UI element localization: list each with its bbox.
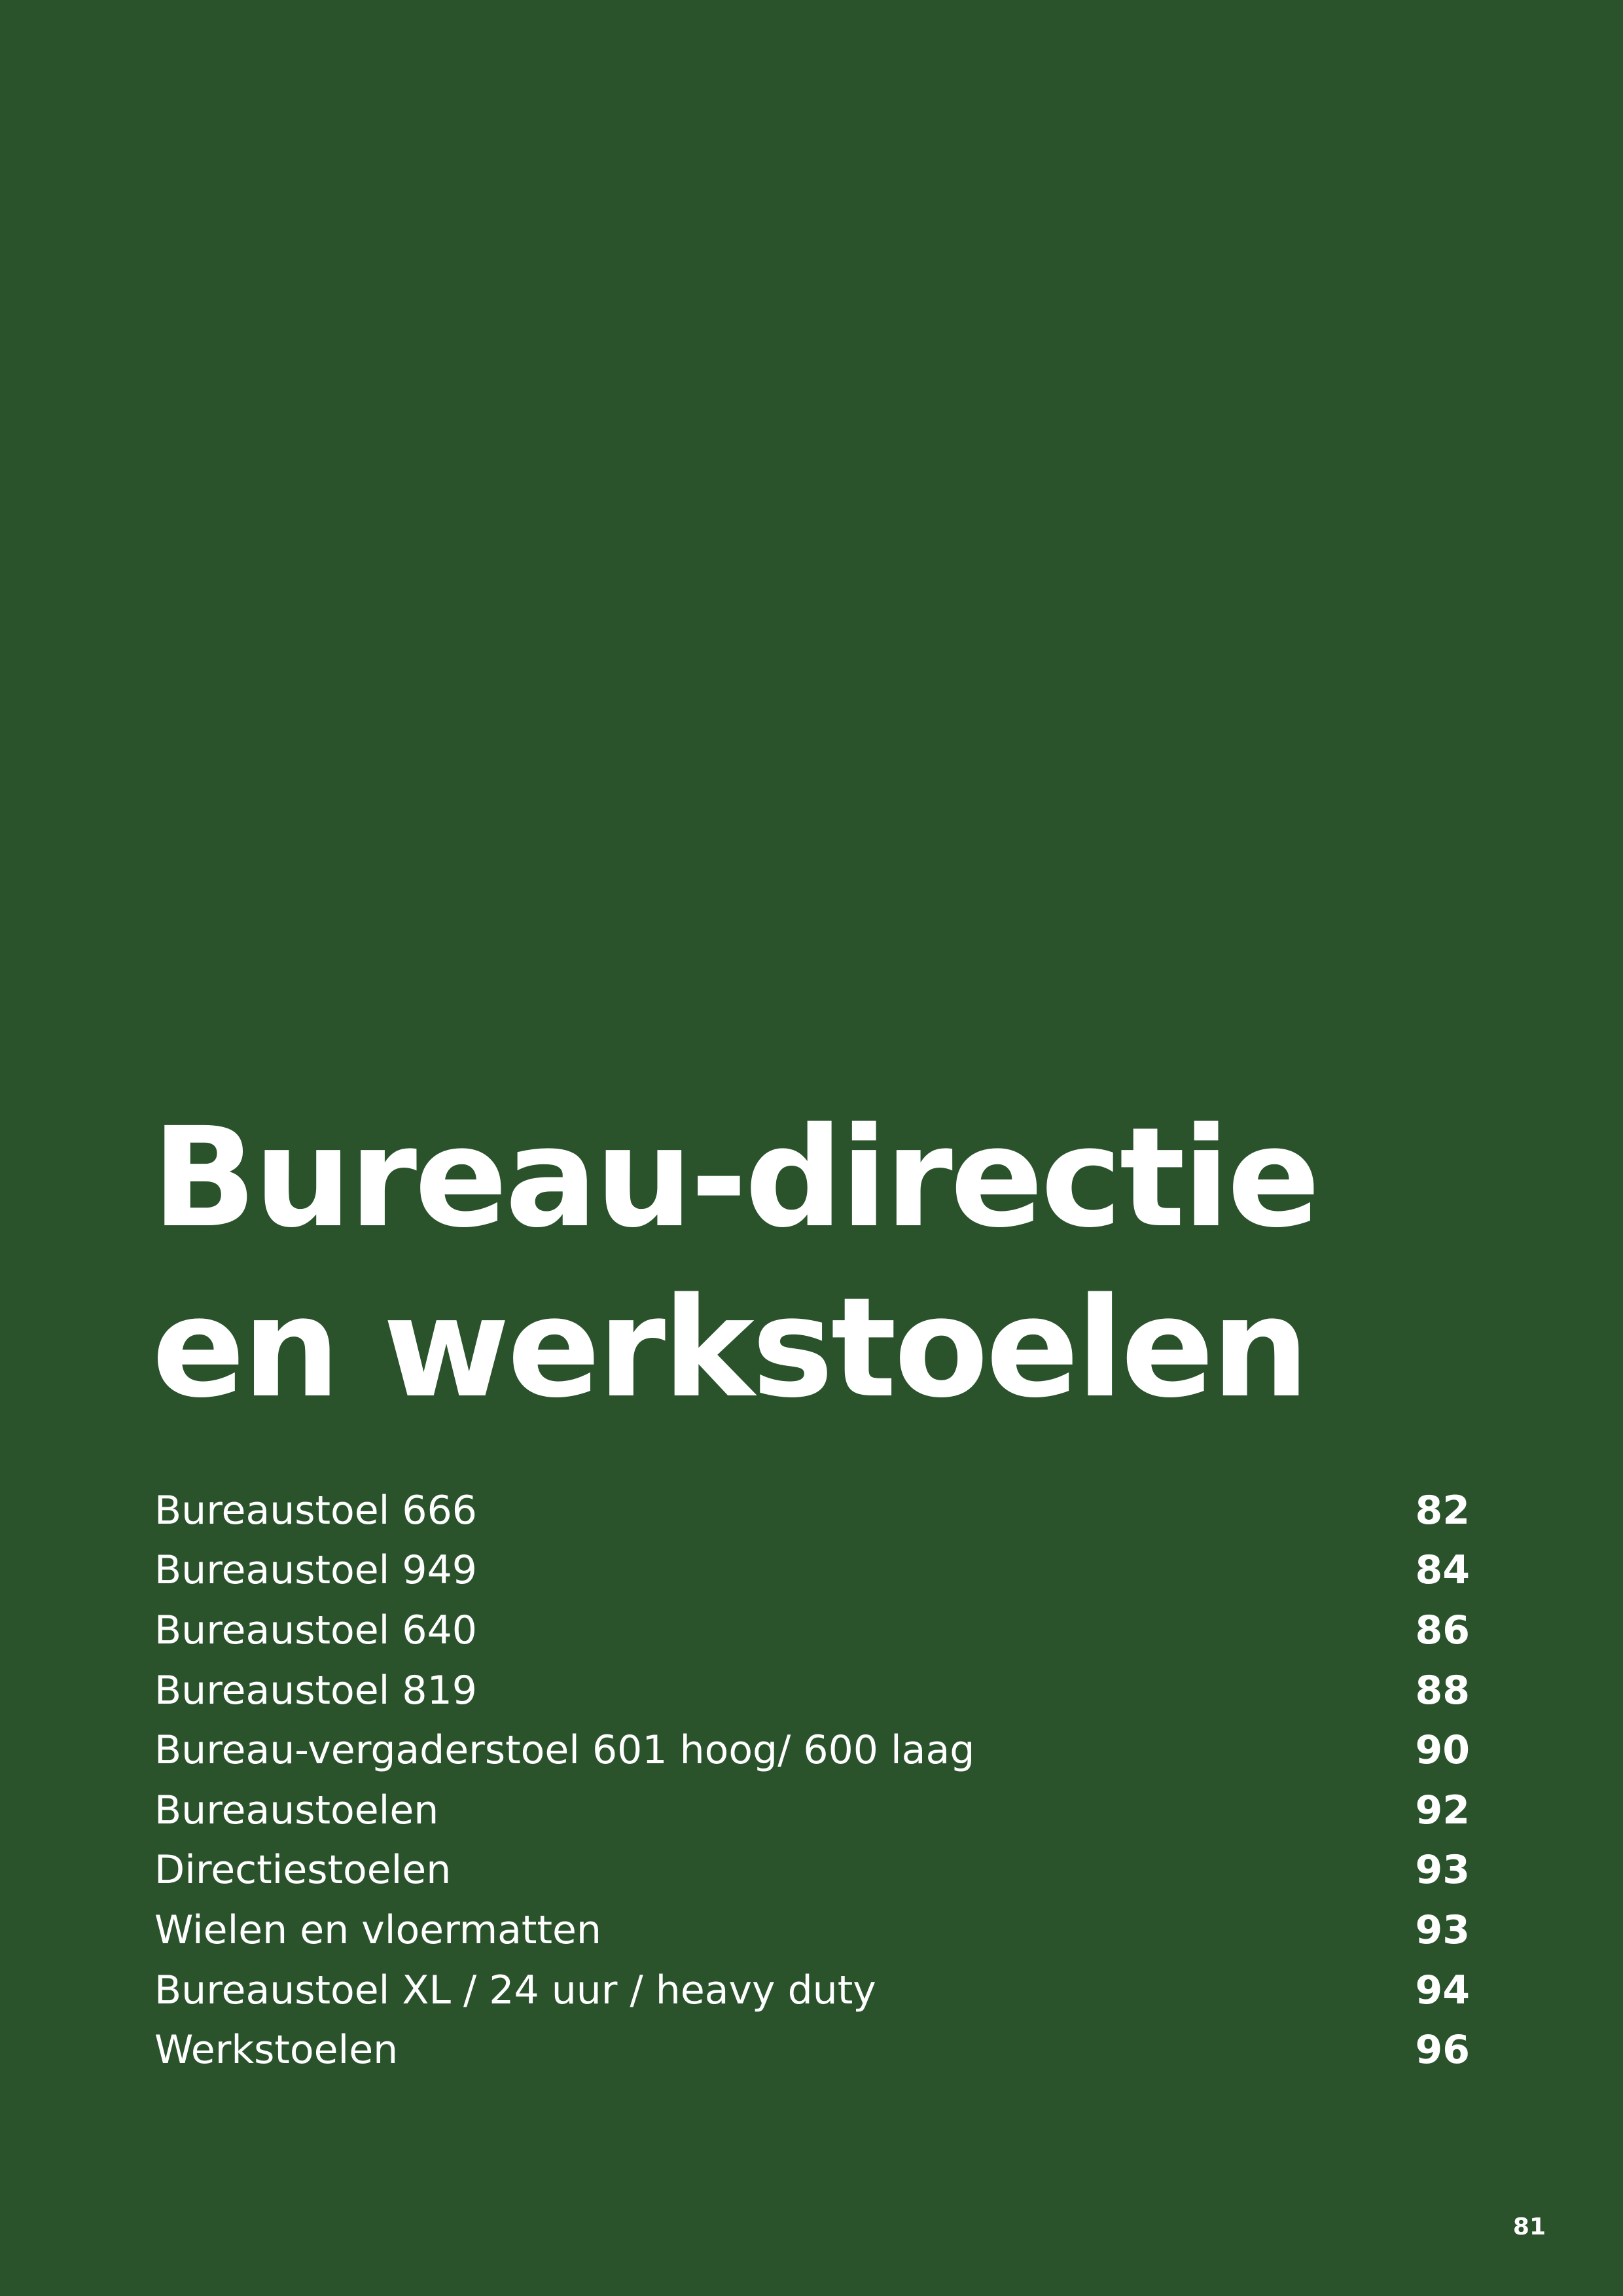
toc-entry[interactable] <box>154 1541 1470 1601</box>
toc-entry-label: Bureaustoel 666 <box>154 1487 477 1534</box>
toc-entry[interactable] <box>154 1780 1470 1840</box>
toc-entry[interactable] <box>154 1960 1470 2020</box>
section-title-line-1: Bureau-directie <box>152 1098 1318 1258</box>
table-of-contents <box>154 1480 1470 2080</box>
toc-entry-page-number: 82 <box>1415 1487 1470 1534</box>
toc-entry-label: Bureaustoel 949 <box>154 1547 477 1594</box>
toc-entry-page-number: 88 <box>1415 1667 1470 1713</box>
toc-entry[interactable] <box>154 1660 1470 1721</box>
toc-entry-label: Bureaustoel 819 <box>154 1667 477 1713</box>
toc-entry-label: Bureaustoelen <box>154 1787 439 1833</box>
toc-entry-label: Directiestoelen <box>154 1847 452 1893</box>
toc-entry-page-number: 84 <box>1415 1547 1470 1594</box>
toc-entry-page-number: 96 <box>1415 2027 1470 2073</box>
section-title <box>152 1093 1526 1433</box>
toc-entry-page-number: 93 <box>1415 1847 1470 1893</box>
toc-entry-label: Bureaustoel 640 <box>154 1607 477 1653</box>
toc-entry[interactable] <box>154 2020 1470 2080</box>
toc-entry-page-number: 86 <box>1415 1607 1470 1653</box>
toc-entry-page-number: 94 <box>1415 1967 1470 2013</box>
toc-entry[interactable] <box>154 1840 1470 1901</box>
toc-entry[interactable] <box>154 1600 1470 1660</box>
toc-entry[interactable] <box>154 1900 1470 1960</box>
toc-entry[interactable] <box>154 1720 1470 1780</box>
toc-entry-page-number: 90 <box>1415 1727 1470 1774</box>
toc-entry-page-number: 92 <box>1415 1787 1470 1833</box>
toc-entry-page-number: 93 <box>1415 1907 1470 1953</box>
section-title-line-2: en werkstoelen <box>152 1268 1307 1428</box>
toc-entry[interactable] <box>154 1480 1470 1541</box>
toc-entry-label: Werkstoelen <box>154 2027 399 2073</box>
toc-entry-label: Bureaustoel XL / 24 uur / heavy duty <box>154 1967 876 2013</box>
toc-entry-label: Wielen en vloermatten <box>154 1907 601 1953</box>
toc-entry-label: Bureau-vergaderstoel 601 hoog/ 600 laag <box>154 1727 975 1774</box>
folio-page-number: 81 <box>1512 2214 1546 2240</box>
